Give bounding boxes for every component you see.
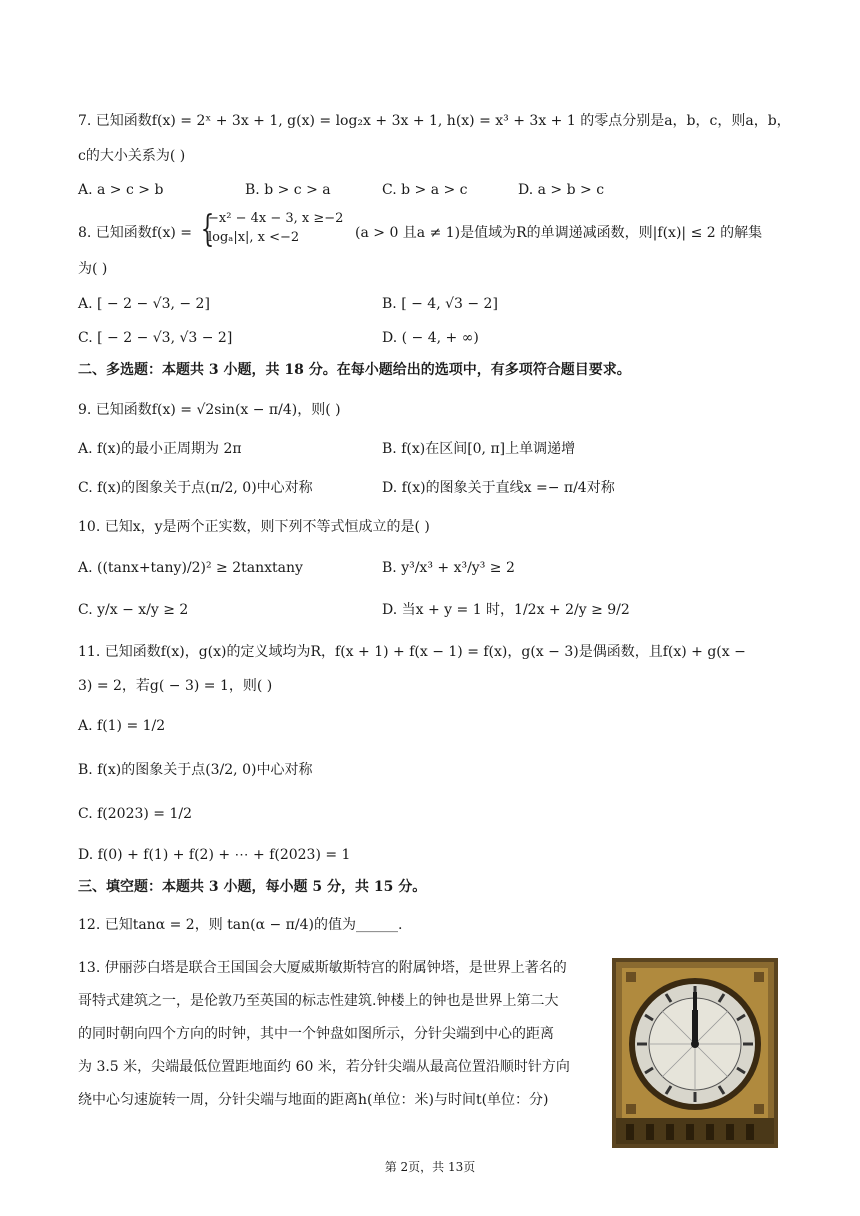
q11-stem-line2: 3) = 2，若g( − 3) = 1，则( ): [78, 678, 273, 694]
q10-option-b: B. y³/x³ + x³/y³ ≥ 2: [382, 560, 515, 576]
q13-line3: 的同时朝向四个方向的时钟，其中一个钟盘如图所示，分针尖端到中心的距离: [78, 1026, 554, 1042]
q13-line2: 哥特式建筑之一，是伦敦乃至英国的标志性建筑.钟楼上的钟也是世界上第二大: [78, 993, 559, 1009]
q11-option-b: B. f(x)的图象关于点(3/2, 0)中心对称: [78, 762, 313, 778]
q9-stem: 9. 已知函数f(x) = √2sin(x − π/4)，则( ): [78, 402, 341, 418]
q8-stem-end: (a > 0 且a ≠ 1)是值域为R的单调递减函数，则|f(x)| ≤ 2 的解集: [355, 225, 763, 241]
q8-option-d: D. ( − 4, + ∞): [382, 330, 479, 346]
q7-option-d: D. a > b > c: [518, 182, 605, 198]
q10-option-a: A. ((tanx+tany)/2)² ≥ 2tanxtany: [78, 560, 303, 576]
q13-line1: 13. 伊丽莎白塔是联合王国国会大厦威斯敏斯特宫的附属钟塔，是世界上著名的: [78, 960, 567, 976]
q13-line5: 绕中心匀速旋转一周，分针尖端与地面的距离h(单位：米)与时间t(单位：分): [78, 1092, 549, 1108]
clock-face-image: [612, 958, 778, 1148]
q8-option-a: A. [ − 2 − √3, − 2]: [78, 296, 210, 312]
q8-case2: logₐ|x|, x <−2: [208, 230, 300, 245]
q7-stem-line1: 7. 已知函数f(x) = 2ˣ + 3x + 1, g(x) = log₂x + 3x + 1, h(x) = x³ + 3x + 1 的零点分别是a，b，c，则a，b，: [78, 113, 791, 129]
q10-option-d: D. 当x + y = 1 时，1/2x + 2/y ≥ 9/2: [382, 602, 630, 618]
q7-stem-line2: c的大小关系为( ): [78, 148, 186, 164]
q7-option-b: B. b > c > a: [245, 182, 331, 198]
q11-option-c: C. f(2023) = 1/2: [78, 806, 193, 822]
q9-option-d: D. f(x)的图象关于直线x =− π/4对称: [382, 480, 615, 496]
q8-stem-start: 8. 已知函数f(x) =: [78, 225, 192, 241]
q12-stem: 12. 已知tanα = 2，则 tan(α − π/4)的值为______.: [78, 917, 403, 933]
q11-stem-line1: 11. 已知函数f(x)，g(x)的定义域均为R，f(x + 1) + f(x − 1) = f(x)，g(x − 3)是偶函数，且f(x) + g(x −: [78, 644, 746, 660]
q7-option-a: A. a > c > b: [78, 182, 164, 198]
page-footer: 第 2页，共 13页: [384, 1160, 476, 1174]
q9-option-c: C. f(x)的图象关于点(π/2, 0)中心对称: [78, 480, 313, 496]
q11-option-a: A. f(1) = 1/2: [78, 718, 166, 734]
q8-option-b: B. [ − 4, √3 − 2]: [382, 296, 498, 312]
q13-line4: 为 3.5 米，尖端最低位置距地面约 60 米，若分针尖端从最高位置沿顺时针方向: [78, 1059, 570, 1075]
q8-brace: {: [200, 209, 215, 250]
q8-case1: −x² − 4x − 3, x ≥−2: [208, 211, 344, 226]
q7-option-c: C. b > a > c: [382, 182, 468, 198]
q8-stem-line2: 为( ): [78, 261, 108, 277]
q9-option-b: B. f(x)在区间[0, π]上单调递增: [382, 441, 576, 457]
q10-option-c: C. y/x − x/y ≥ 2: [78, 602, 189, 618]
section-heading-multiple-choice: 二、多选题：本题共 3 小题，共 18 分。在每小题给出的选项中，有多项符合题目要求。: [78, 362, 631, 378]
q8-option-c: C. [ − 2 − √3, √3 − 2]: [78, 330, 233, 346]
section-heading-fill-in: 三、填空题：本题共 3 小题，每小题 5 分，共 15 分。: [78, 879, 427, 895]
q9-option-a: A. f(x)的最小正周期为 2π: [78, 441, 242, 457]
q10-stem: 10. 已知x，y是两个正实数，则下列不等式恒成立的是( ): [78, 519, 430, 535]
q11-option-d: D. f(0) + f(1) + f(2) + ⋯ + f(2023) = 1: [78, 847, 351, 863]
